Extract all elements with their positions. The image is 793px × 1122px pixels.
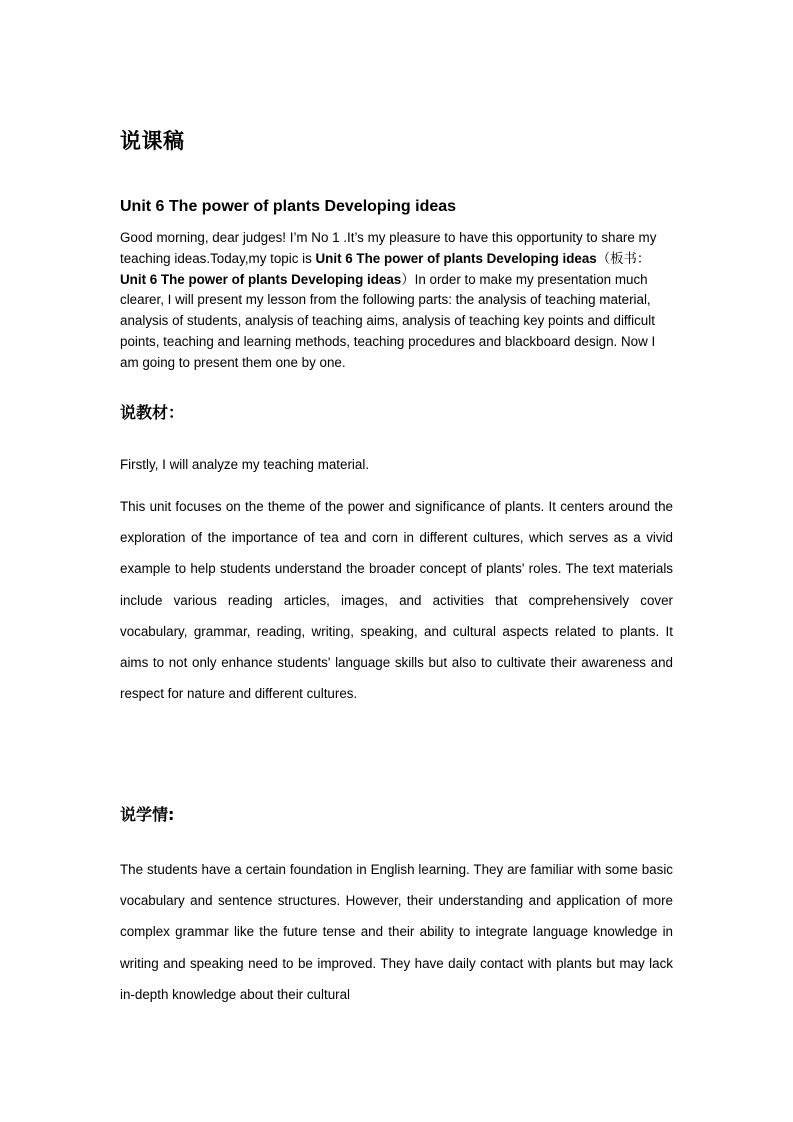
board-note-open: （板书： (596, 250, 651, 266)
intro-lead: Good morning, dear judges! I’m No 1 .It’s my pleasure to have this opportunity to share my teaching ideas.Today,my topic is (120, 230, 657, 266)
material-first-line: Firstly, I will analyze my teaching material. (120, 457, 370, 472)
section-heading-students: 说学情: (120, 805, 175, 824)
intro-paragraph (120, 228, 673, 374)
intro-topic: Unit 6 The power of plants Developing ideas (315, 250, 597, 266)
unit-title: Unit 6 The power of plants Developing ideas (120, 198, 457, 215)
intro-rest: In order to make my presentation much clearer, I will present my lesson from the following parts: the analysis of teaching material, analysis of students, analysis of teaching aims, analysis of teaching key points and difficult points, teaching and learning methods, teaching procedures and blackboard design. Now I am going to present them one by one. (120, 271, 656, 370)
board-note-close: ） (401, 271, 415, 287)
board-note-topic: Unit 6 The power of plants Developing ideas (120, 271, 402, 287)
document-title: 说课稿 (120, 129, 185, 153)
section-heading-material: 说教材： (120, 403, 185, 422)
students-paragraph: The students have a certain foundation in English learning. They are familiar with some basic vocabulary and sentence structures. However, their understanding and application of more complex grammar like the future tense and their ability to integrate language knowledge in writing and speaking need to be improved. They have daily contact with plants but may lack in-depth knowledge about their cultural (120, 862, 673, 1002)
material-paragraph: This unit focuses on the theme of the power and significance of plants. It centers around the exploration of the importance of tea and corn in different cultures, which serves as a vivid example to help students understand the broader concept of plants' roles. The text materials include various reading articles, images, and activities that comprehensively cover vocabulary, grammar, reading, writing, speaking, and cultural aspects related to plants. It aims to not only enhance students' language skills but also to cultivate their awareness and respect for nature and different cultures. (120, 499, 673, 702)
